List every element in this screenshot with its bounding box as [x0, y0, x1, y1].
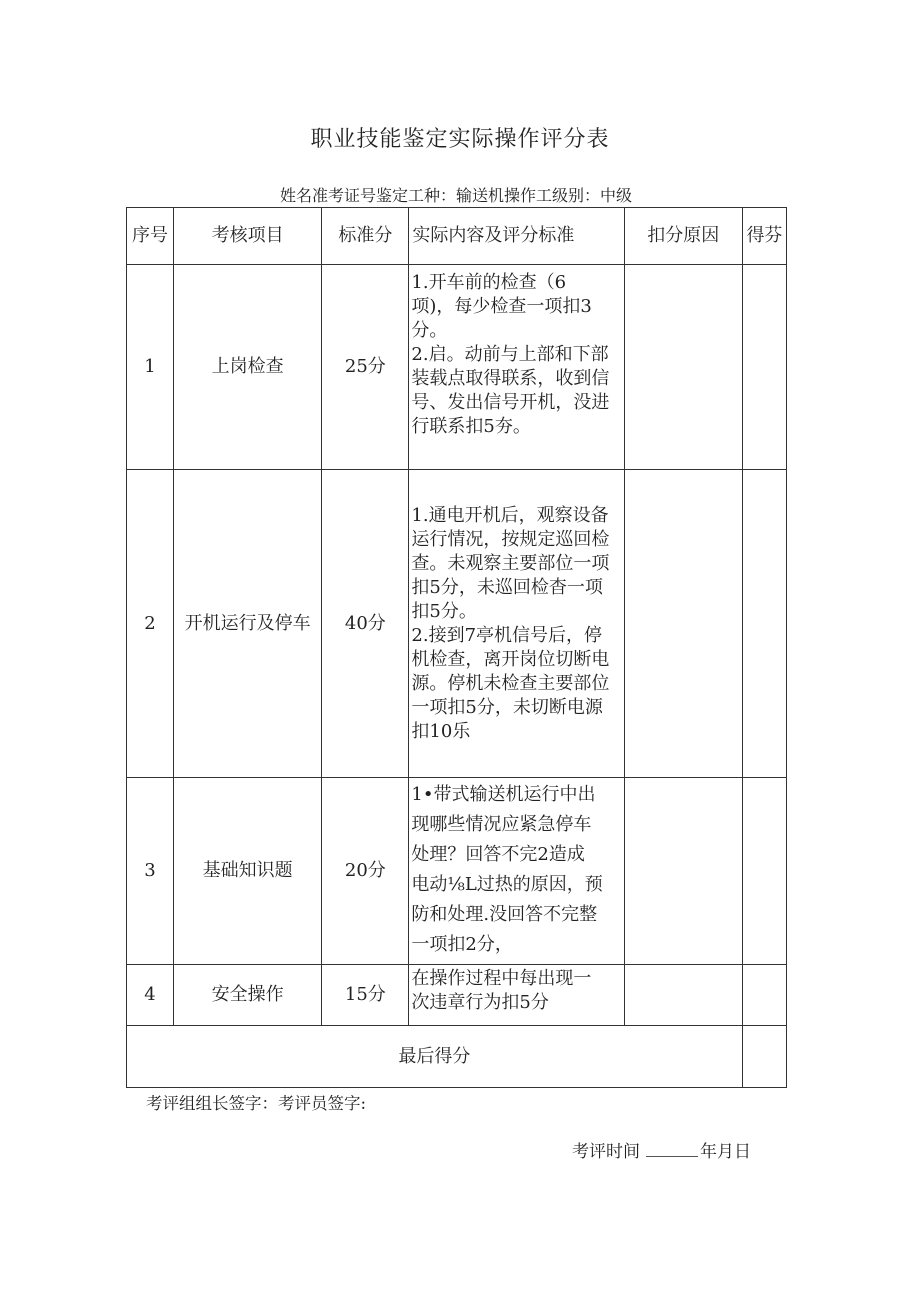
candidate-info-line: 姓名准考证号鉴定工种：输送机操作工级别：中级 [279, 186, 632, 205]
row-criteria [409, 778, 624, 965]
criteria-line: 查。未观察主要部位一项 [411, 552, 610, 574]
header-item: 考核项目 [174, 208, 322, 265]
criteria-line: 2.接到7亭机信号后，停 [411, 624, 603, 646]
row-score-cell[interactable] [742, 265, 786, 470]
row-standard-score: 40分 [322, 470, 409, 778]
row-deduction-reason-cell[interactable] [624, 470, 742, 778]
row-item: 基础知识题 [174, 778, 322, 965]
header-no: 序号 [127, 208, 174, 265]
table-row [127, 778, 787, 965]
criteria-line: 次违章行为扣5分 [411, 992, 549, 1013]
row-no: 3 [127, 778, 174, 965]
criteria-line: 号、发出信号开机，没进 [411, 392, 610, 413]
final-score-row [127, 1026, 787, 1088]
table-header-row [127, 208, 787, 265]
criteria-line: 现哪些情况应紧急停车 [411, 814, 592, 835]
row-standard-score: 15分 [322, 965, 409, 1026]
row-item: 上岗检查 [174, 265, 322, 470]
criteria-line: 分。 [411, 320, 448, 341]
signature-line: 考评组组长签字：考评员签字: [146, 1094, 367, 1113]
criteria-line: 装载点取得联系，收到信 [411, 368, 610, 389]
criteria-line: 1•带式输送机运行中出 [411, 784, 596, 805]
row-criteria [409, 265, 624, 470]
row-no: 1 [127, 265, 174, 470]
page-title: 职业技能鉴定实际操作评分表 [310, 127, 610, 152]
criteria-line: 防和处理.没回答不完整 [411, 904, 598, 925]
evaluation-time-line [572, 1137, 751, 1162]
criteria-line: 处理？回答不完2造成 [411, 844, 585, 865]
row-deduction-reason-cell[interactable] [624, 965, 742, 1026]
criteria-line: 电动⅛L过热的原因，预 [411, 874, 603, 895]
row-no: 2 [127, 470, 174, 778]
row-standard-score: 20分 [322, 778, 409, 965]
criteria-line: 扣5分，未巡回检杳一项 [411, 576, 603, 598]
evaluation-time-label: 考评时间 [572, 1142, 640, 1162]
final-score-label: 最后得分 [127, 1026, 743, 1088]
table-row [127, 265, 787, 470]
table-row [127, 470, 787, 778]
criteria-line: 运行情况，按规定巡回检 [411, 528, 610, 550]
criteria-line: 项)，每少检查一项扣3 [411, 296, 592, 317]
date-blank[interactable] [646, 1142, 698, 1157]
table-row [127, 965, 787, 1026]
date-suffix: 年月日 [700, 1142, 751, 1162]
header-score: 得芬 [742, 208, 786, 265]
row-item: 安全操作 [174, 965, 322, 1026]
row-deduction-reason-cell[interactable] [624, 265, 742, 470]
criteria-line: 扣10乐 [411, 720, 471, 742]
criteria-line: 一项扣2分， [411, 934, 513, 955]
criteria-line: 2.启。动前与上部和下部 [411, 344, 609, 365]
row-standard-score: 25分 [322, 265, 409, 470]
header-criteria: 实际内容及评分标准 [409, 208, 624, 265]
criteria-line: 行联系扣5夯。 [411, 416, 531, 437]
header-standard-score: 标准分 [322, 208, 409, 265]
row-no: 4 [127, 965, 174, 1026]
row-score-cell[interactable] [742, 778, 786, 965]
criteria-line: 1.通电开机后，观察设备 [411, 504, 609, 526]
criteria-line: 在操作过程中每出现一 [411, 968, 592, 989]
row-item: 开机运行及停车 [174, 470, 322, 778]
row-score-cell[interactable] [742, 965, 786, 1026]
header-deduction-reason: 扣分原因 [624, 208, 742, 265]
score-table [126, 207, 787, 1088]
row-score-cell[interactable] [742, 470, 786, 778]
criteria-line: 扣5分。 [411, 600, 477, 622]
row-criteria [409, 470, 624, 778]
criteria-line: 1.开车前的检查（6 [411, 272, 567, 293]
final-score-cell[interactable] [742, 1026, 786, 1088]
criteria-line: 机检查，离开岗位切断电 [411, 648, 610, 670]
row-deduction-reason-cell[interactable] [624, 778, 742, 965]
row-criteria [409, 965, 624, 1026]
criteria-line: 一项扣5分，未切断电源 [411, 696, 603, 718]
criteria-line: 源。停机未检查主要部位 [411, 672, 610, 694]
